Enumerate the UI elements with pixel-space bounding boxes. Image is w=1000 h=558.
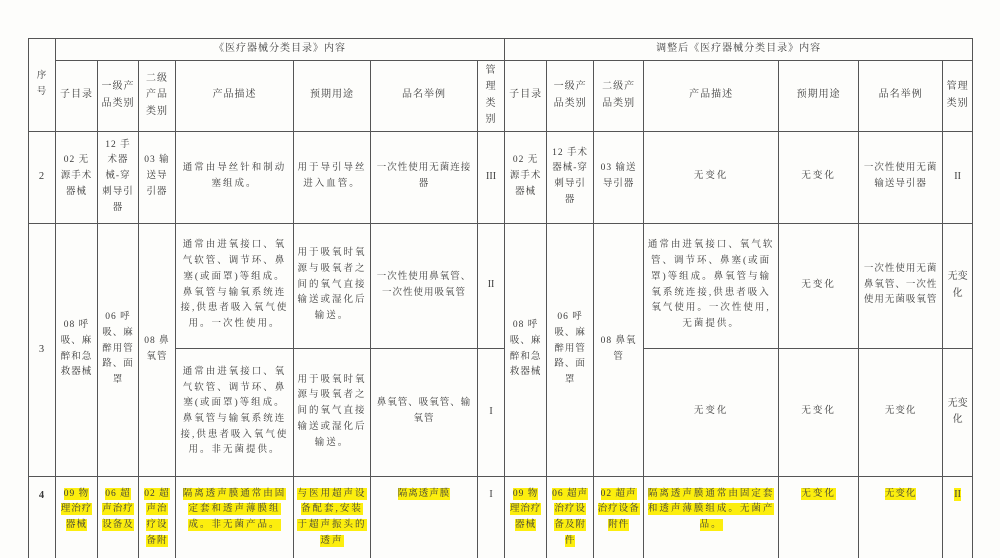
- row2-serial: 2: [29, 131, 56, 223]
- header-left-examples: 品名举例: [371, 60, 478, 131]
- row4-right-level2: [594, 476, 644, 558]
- classification-catalog-table: [28, 38, 973, 558]
- row3-right-sub-catalog: 08 呼吸、麻醉和急救器械: [505, 223, 547, 476]
- row3-left-sub-catalog: 08 呼吸、麻醉和急救器械: [56, 223, 98, 476]
- row4-right-intended-use-text: 无变化: [801, 488, 836, 499]
- row3a-left-class: II: [478, 223, 505, 348]
- row3b-left-intended-use: 用于吸氧时氧源与吸氧者之间的氧气直接输送或湿化后输送。: [294, 348, 371, 476]
- row3-left-level2: 08 鼻氧管: [139, 223, 176, 476]
- row2-right-sub-catalog: 02 无源手术器械: [505, 131, 547, 223]
- row4-right-examples: [859, 476, 943, 558]
- row3a-right-class: 无变化: [943, 223, 973, 348]
- row4-serial-text: 4: [38, 489, 46, 501]
- row4-left-level2-text: 02 超声治疗设备附: [144, 488, 170, 546]
- header-right-description: 产品描述: [644, 60, 779, 131]
- header-serial: 序号: [29, 39, 56, 132]
- row3b-right-examples: 无变化: [859, 348, 943, 476]
- row2-right-intended-use: 无变化: [779, 131, 859, 223]
- row4-right-intended-use: [779, 476, 859, 558]
- row3b-right-description: 无变化: [644, 348, 779, 476]
- row2-left-sub-catalog: 02 无源手术器械: [56, 131, 98, 223]
- row3b-right-class: 无变化: [943, 348, 973, 476]
- row4-left-intended-use-text: 与医用超声设备配套,安装于超声振头的透声: [297, 488, 367, 546]
- row3-left-level1: 06 呼吸、麻醉用管路、面罩: [98, 223, 139, 476]
- row4-left-level2: [139, 476, 176, 558]
- row2-right-level2: 03 输送导引器: [594, 131, 644, 223]
- row4-left-class: I: [478, 476, 505, 558]
- header-right-examples: 品名举例: [859, 60, 943, 131]
- row2-right-level1: 12 手术器械-穿刺导引器: [547, 131, 594, 223]
- header-right-sub-catalog: 子目录: [505, 60, 547, 131]
- header-right-level1: 一级产品类别: [547, 60, 594, 131]
- row2-left-class: III: [478, 131, 505, 223]
- row4-right-examples-text: 无变化: [884, 488, 917, 499]
- row3-right-level1: 06 呼吸、麻醉用管路、面罩: [547, 223, 594, 476]
- row4-right-class-text: II: [954, 488, 961, 500]
- row3b-left-description: 通常由进氧接口、氧气软管、调节环、鼻塞(或面罩)等组成。鼻氧管与输氧系统连接,供患者吸入氧气使用。非无菌提供。: [176, 348, 294, 476]
- row2-left-level2: 03 输送导引器: [139, 131, 176, 223]
- row2-left-description: 通常由导丝针和制动塞组成。: [176, 131, 294, 223]
- row4-left-level1: [98, 476, 139, 558]
- header-left-class: 管理类别: [478, 60, 505, 131]
- row4-right-sub-catalog-text: 09 物理治疗器械: [509, 488, 542, 530]
- row4-left-examples-text: 隔离透声膜: [397, 488, 451, 499]
- header-left-sub-catalog: 子目录: [56, 60, 98, 131]
- header-right-level2: 二级产品类别: [594, 60, 644, 131]
- row3-serial: 3: [29, 223, 56, 476]
- header-right-intended-use: 预期用途: [779, 60, 859, 131]
- row3b-left-class: I: [478, 348, 505, 476]
- row3b-right-intended-use: 无变化: [779, 348, 859, 476]
- row3-right-level2: 08 鼻氧管: [594, 223, 644, 476]
- row4-right-level2-text: 02 超声治疗设备附件: [597, 488, 640, 530]
- row4-left-level1-text: 06 超声治疗设备及: [102, 488, 134, 530]
- row4-left-sub-catalog-text: 09 物理治疗器械: [60, 488, 93, 530]
- row2-right-description: 无变化: [644, 131, 779, 223]
- row2-right-class: II: [943, 131, 973, 223]
- header-left-intended-use: 预期用途: [294, 60, 371, 131]
- row4-right-level1: [547, 476, 594, 558]
- row3a-left-intended-use: 用于吸氧时氧源与吸氧者之间的氧气直接输送或湿化后输送。: [294, 223, 371, 348]
- row4-right-description: [644, 476, 779, 558]
- row4-left-examples: [371, 476, 478, 558]
- row4-left-intended-use: [294, 476, 371, 558]
- row4-left-sub-catalog: [56, 476, 98, 558]
- row4-right-class: [943, 476, 973, 558]
- header-right-section-title: 调整后《医疗器械分类目录》内容: [505, 39, 973, 61]
- header-left-description: 产品描述: [176, 60, 294, 131]
- header-right-class: 管理类别: [943, 60, 973, 131]
- row3b-left-examples: 鼻氧管、吸氧管、输氧管: [371, 348, 478, 476]
- header-left-level1: 一级产品类别: [98, 60, 139, 131]
- row3a-left-examples: 一次性使用鼻氧管、一次性使用吸氧管: [371, 223, 478, 348]
- row4-serial: [29, 476, 56, 558]
- row2-left-level1: 12 手术器械-穿刺导引器: [98, 131, 139, 223]
- row3a-right-description: 通常由进氧接口、氧气软管、调节环、鼻塞(或面罩)等组成。鼻氧管与输氧系统连接,供患者吸入氧气使用。一次性使用,无菌提供。: [644, 223, 779, 348]
- row2-right-examples: 一次性使用无菌输送导引器: [859, 131, 943, 223]
- row4-right-description-text: 隔离透声膜通常由固定套和透声薄膜组成。无菌产品。: [647, 488, 775, 530]
- row4-left-description: [176, 476, 294, 558]
- row3a-left-description: 通常由进氧接口、氧气软管、调节环、鼻塞(或面罩)等组成。鼻氧管与输氧系统连接,供患者吸入氧气使用。一次性使用。: [176, 223, 294, 348]
- row3a-right-examples: 一次性使用无菌鼻氧管、一次性使用无菌吸氧管: [859, 223, 943, 348]
- row3a-right-intended-use: 无变化: [779, 223, 859, 348]
- row4-right-level1-text: 06 超声治疗设备及附件: [552, 488, 589, 546]
- header-left-level2: 二级产品类别: [139, 60, 176, 131]
- row4-left-description-text: 隔离透声膜通常由固定套和透声薄膜组成。非无菌产品。: [182, 488, 287, 530]
- row2-left-intended-use: 用于导引导丝进入血管。: [294, 131, 371, 223]
- row4-right-sub-catalog: [505, 476, 547, 558]
- row2-left-examples: 一次性使用无菌连接器: [371, 131, 478, 223]
- header-left-section-title: 《医疗器械分类目录》内容: [56, 39, 505, 61]
